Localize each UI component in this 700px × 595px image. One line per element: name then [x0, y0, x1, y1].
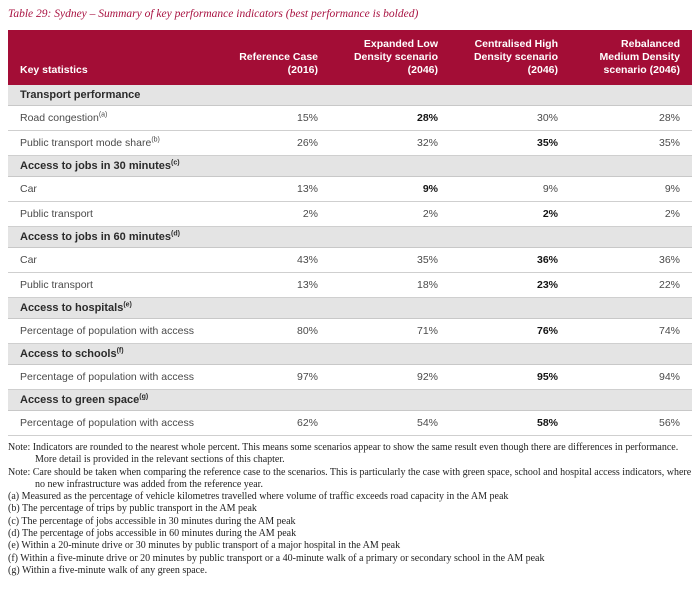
section-label: Access to schools$^{(f)}$ — [8, 344, 692, 365]
value-cell-best: 36% — [450, 248, 570, 273]
footnote-marker: (a) — [98, 111, 108, 119]
value-cell: 2% — [218, 202, 330, 227]
value-cell-best: 95% — [450, 365, 570, 390]
footnote-marker: (f) — [116, 347, 124, 355]
note-line: Note: Care should be taken when comparing the reference case to the scenarios. This is particularly the case with green space, school and hospital access indicators, where no new infrastructure was added from the reference year. — [8, 466, 692, 490]
footnote-marker: (d) — [171, 230, 180, 238]
table-row — [8, 273, 692, 298]
footnote-marker: (c) — [171, 159, 180, 167]
section-row — [8, 227, 692, 248]
row-label: Road congestion$^{(a)}$ — [8, 106, 218, 131]
section-row — [8, 298, 692, 319]
value-cell-best: 35% — [450, 131, 570, 156]
note-line: (g) Within a five-minute walk of any green space. — [8, 564, 208, 576]
value-cell: 32% — [330, 131, 450, 156]
table-header — [8, 30, 692, 85]
value-cell-best: 2% — [450, 202, 570, 227]
value-cell: 26% — [218, 131, 330, 156]
row-label: Percentage of population with access — [8, 365, 218, 390]
footnotes-block — [8, 442, 692, 577]
value-cell: 13% — [218, 273, 330, 298]
row-label: Car — [8, 248, 218, 273]
section-row — [8, 85, 692, 106]
column-header-centralised-high-density: Centralised High Density scenario (2046) — [450, 30, 570, 85]
section-row — [8, 344, 692, 365]
column-header-expanded-low-density: Expanded Low Density scenario (2046) — [330, 30, 450, 85]
footnote-marker: (e) — [123, 301, 132, 309]
value-cell: 9% — [450, 177, 570, 202]
note-line: (f) Within a five-minute drive or 20 minutes by public transport or a 40-minute walk of a primary or secondary school in the AM peak — [8, 552, 545, 564]
row-label: Public transport mode share$^{(b)}$ — [8, 131, 218, 156]
value-cell: 36% — [570, 248, 692, 273]
note-line: Note: Indicators are rounded to the nearest whole percent. This means some scenarios appear to show the same result even though there are differences in performance. More detail is provided in the relevant sections of this chapter. — [8, 442, 679, 466]
note-line: (e) Within a 20-minute drive or 30 minutes by public transport of a major hospital in the AM peak — [8, 540, 401, 552]
value-cell: 71% — [330, 319, 450, 344]
header-row — [8, 30, 692, 85]
note-line: (c) The percentage of jobs accessible in 30 minutes during the AM peak — [8, 515, 296, 527]
row-label: Car — [8, 177, 218, 202]
value-cell: 35% — [330, 248, 450, 273]
column-header-key-statistics: Key statistics — [8, 30, 218, 85]
value-cell: 92% — [330, 365, 450, 390]
section-row — [8, 156, 692, 177]
kpi-table — [8, 30, 692, 436]
value-cell: 35% — [570, 131, 692, 156]
value-cell: 2% — [570, 202, 692, 227]
table-row — [8, 248, 692, 273]
table-row — [8, 365, 692, 390]
section-label: Access to jobs in 60 minutes$^{(d)}$ — [8, 227, 692, 248]
value-cell-best: 23% — [450, 273, 570, 298]
value-cell: 54% — [330, 411, 450, 436]
row-label: Percentage of population with access — [8, 319, 218, 344]
value-cell: 97% — [218, 365, 330, 390]
value-cell: 18% — [330, 273, 450, 298]
table-row — [8, 106, 692, 131]
note-line: (b) The percentage of trips by public transport in the AM peak — [8, 503, 257, 515]
value-cell: 94% — [570, 365, 692, 390]
row-label: Public transport — [8, 202, 218, 227]
value-cell: 22% — [570, 273, 692, 298]
table-body — [8, 85, 692, 436]
footnote-marker: (g) — [139, 393, 149, 401]
table-row — [8, 177, 692, 202]
value-cell: 62% — [218, 411, 330, 436]
value-cell: 15% — [218, 106, 330, 131]
value-cell: 74% — [570, 319, 692, 344]
section-label: Access to hospitals$^{(e)}$ — [8, 298, 692, 319]
value-cell: 80% — [218, 319, 330, 344]
table-caption: Table 29: Sydney – Summary of key performance indicators (best performance is bolded) — [8, 8, 419, 20]
footnote-marker: (b) — [151, 136, 160, 144]
note-line: (a) Measured as the percentage of vehicle kilometres travelled where volume of traffic exceeds road capacity in the AM peak — [8, 491, 509, 503]
value-cell: 9% — [570, 177, 692, 202]
table-row — [8, 202, 692, 227]
section-label: Access to jobs in 30 minutes$^{(c)}$ — [8, 156, 692, 177]
column-header-reference-case: Reference Case (2016) — [218, 30, 330, 85]
section-label: Transport performance — [8, 85, 692, 106]
note-line: (d) The percentage of jobs accessible in 60 minutes during the AM peak — [8, 528, 297, 540]
value-cell: 28% — [570, 106, 692, 131]
row-label: Percentage of population with access — [8, 411, 218, 436]
section-label: Access to green space$^{(g)}$ — [8, 390, 692, 411]
value-cell-best: 76% — [450, 319, 570, 344]
value-cell-best: 58% — [450, 411, 570, 436]
value-cell: 43% — [218, 248, 330, 273]
value-cell: 2% — [330, 202, 450, 227]
value-cell-best: 28% — [330, 106, 450, 131]
table-row — [8, 411, 692, 436]
column-header-rebalanced-medium-density: Rebalanced Medium Density scenario (2046) — [570, 30, 692, 85]
value-cell: 30% — [450, 106, 570, 131]
value-cell: 56% — [570, 411, 692, 436]
section-row — [8, 390, 692, 411]
row-label: Public transport — [8, 273, 218, 298]
table-row — [8, 319, 692, 344]
table-row — [8, 131, 692, 156]
value-cell: 13% — [218, 177, 330, 202]
value-cell-best: 9% — [330, 177, 450, 202]
